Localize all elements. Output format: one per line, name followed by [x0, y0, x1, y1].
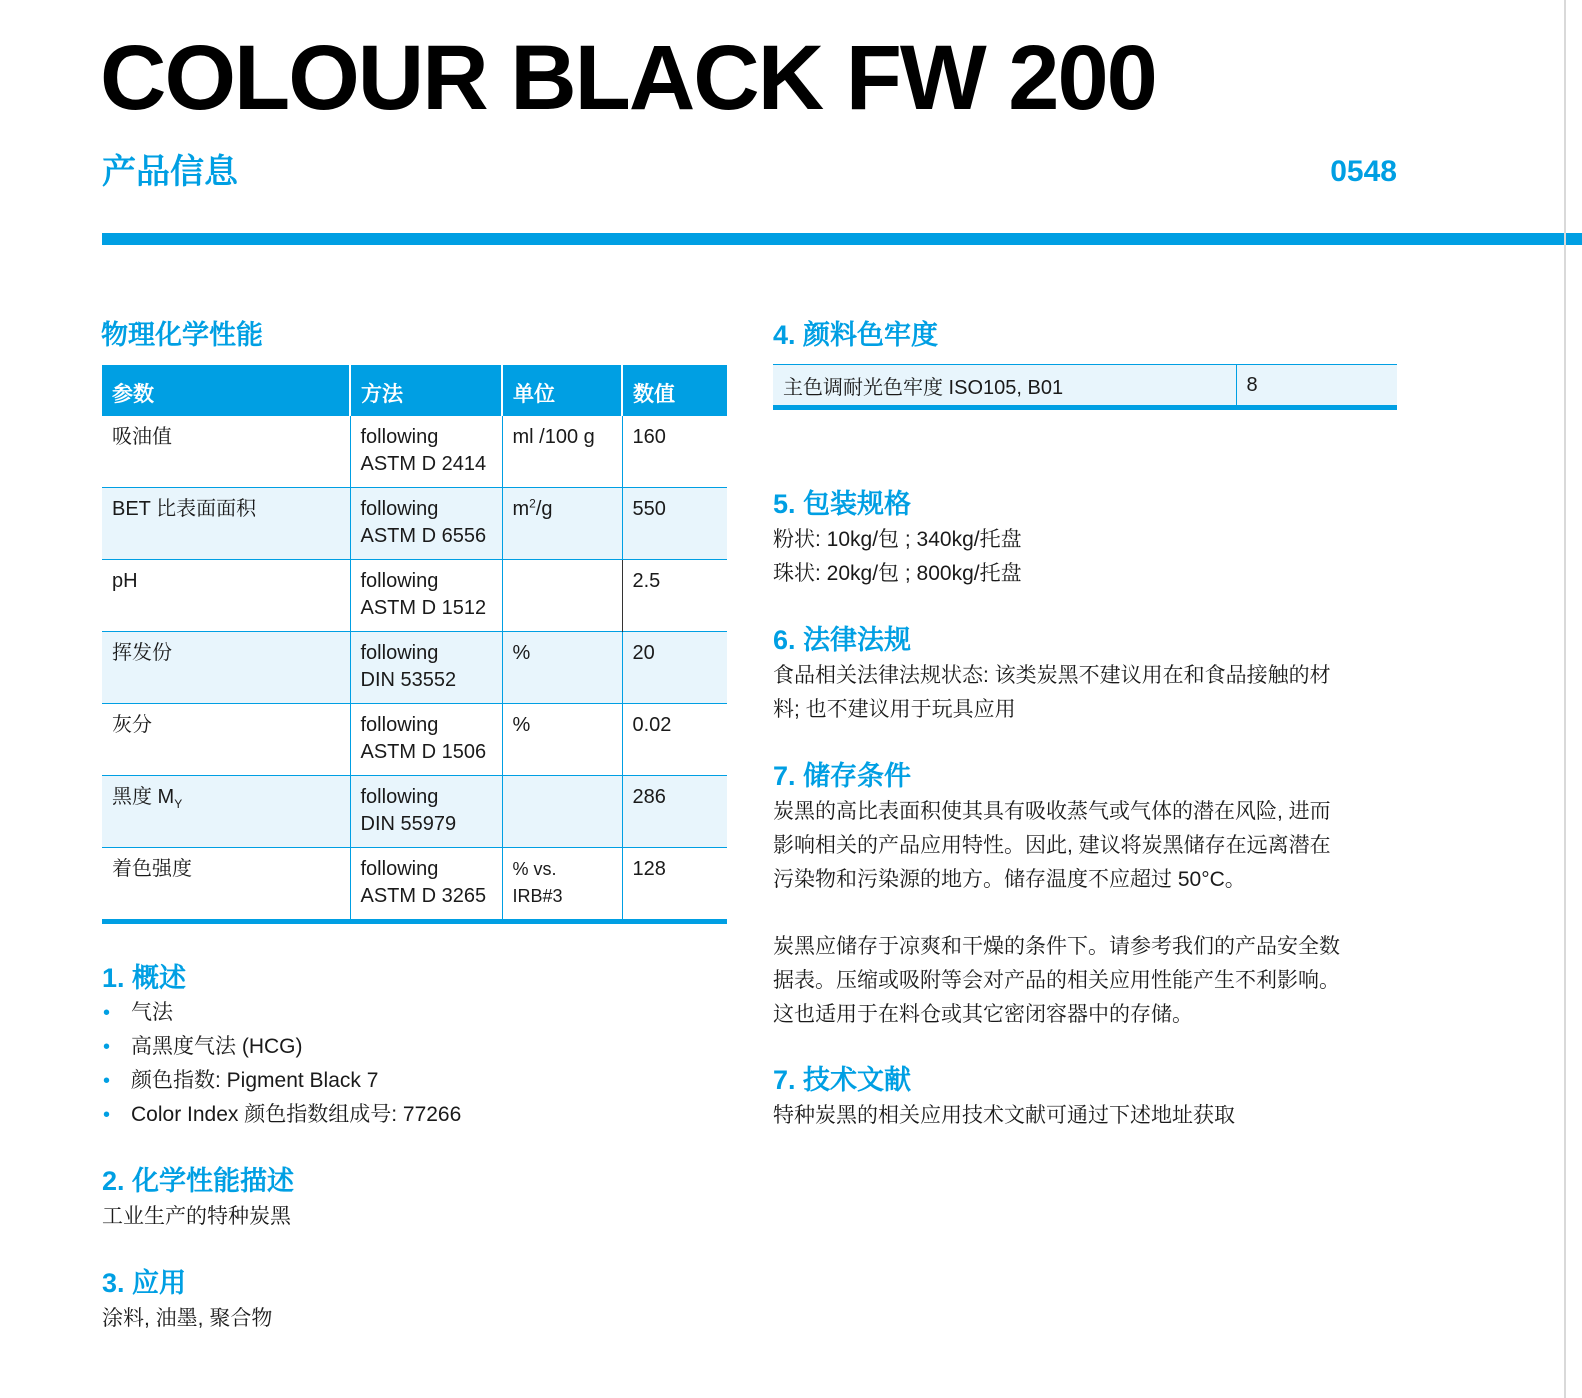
- list-item: [102, 1064, 722, 1098]
- list-item: [102, 1030, 722, 1064]
- unit-cell: [502, 776, 622, 848]
- table-header-row: [102, 365, 727, 416]
- param-cell: pH: [102, 560, 350, 632]
- application-text: 涂料, 油墨, 聚合物: [102, 1307, 273, 1330]
- page-edge: [1564, 0, 1566, 1398]
- literature-section-title: 7. 技术文献: [773, 1065, 912, 1095]
- properties-table: [102, 365, 727, 924]
- method-line-1: following: [360, 786, 439, 808]
- unit-cell: ml /100 g: [502, 416, 622, 488]
- storage-paragraph-2: [773, 930, 1413, 1032]
- value-cell: 128: [622, 848, 727, 922]
- method-line-2: ASTM D 3265: [360, 885, 487, 907]
- unit-base: m: [512, 498, 530, 520]
- legal-section-title: 6. 法律法规: [773, 625, 912, 655]
- storage-line: 炭黑应储存于凉爽和干燥的条件下。请参考我们的产品安全数: [773, 935, 1340, 958]
- param-cell: 吸油值: [102, 416, 350, 488]
- overview-section-title: 1. 概述: [102, 963, 187, 993]
- list-item: [102, 996, 722, 1030]
- chemical-section-title: 2. 化学性能描述: [102, 1166, 295, 1196]
- method-cell: [350, 488, 502, 560]
- column-header-method: 方法: [350, 365, 502, 416]
- application-section-title: 3. 应用: [102, 1268, 187, 1298]
- method-cell: [350, 416, 502, 488]
- unit-superscript: 2: [529, 496, 536, 511]
- chemical-text: 工业生产的特种炭黑: [102, 1205, 291, 1228]
- method-cell: [350, 560, 502, 632]
- method-line-2: ASTM D 1506: [360, 741, 487, 763]
- storage-section-title: 7. 储存条件: [773, 761, 912, 791]
- table-row: [102, 776, 727, 848]
- bullet-icon: •: [103, 1036, 111, 1058]
- column-header-param: 参数: [102, 365, 350, 416]
- overview-list: [102, 996, 722, 1132]
- unit-cell: [502, 560, 622, 632]
- table-row: [102, 488, 727, 560]
- param-cell: 灰分: [102, 704, 350, 776]
- table-row: [102, 704, 727, 776]
- document-subtitle: 产品信息: [102, 153, 238, 191]
- method-line-2: ASTM D 6556: [360, 525, 487, 547]
- packaging-line: 珠状: 20kg/包 ; 800kg/托盘: [773, 562, 1022, 585]
- method-line-2: ASTM D 2414: [360, 453, 487, 475]
- storage-line: 据表。压缩或吸附等会对产品的相关应用性能产生不利影响。: [773, 969, 1340, 992]
- param-cell: 着色强度: [102, 848, 350, 922]
- value-cell: 20: [622, 632, 727, 704]
- method-line-1: following: [360, 498, 439, 520]
- storage-line: 污染物和污染源的地方。储存温度不应超过 50°C。: [773, 868, 1246, 891]
- method-line-2: DIN 55979: [360, 813, 457, 835]
- table-row: [102, 416, 727, 488]
- method-cell: [350, 632, 502, 704]
- fastness-table: [773, 364, 1397, 410]
- table-row: [102, 848, 727, 922]
- method-cell: [350, 704, 502, 776]
- legal-text: [773, 659, 1413, 727]
- unit-cell: %: [502, 632, 622, 704]
- value-cell: 0.02: [622, 704, 727, 776]
- fastness-section-title: 4. 颜料色牢度: [773, 320, 939, 350]
- method-line-1: following: [360, 858, 439, 880]
- column-header-unit: 单位: [502, 365, 622, 416]
- list-item-text: Color Index 颜色指数组成号: 77266: [131, 1103, 462, 1126]
- bullet-icon: •: [103, 1104, 111, 1126]
- packaging-text: [773, 523, 1393, 591]
- method-line-1: following: [360, 714, 439, 736]
- column-header-value: 数值: [622, 365, 727, 416]
- properties-section-title: 物理化学性能: [101, 320, 263, 350]
- unit-cell: % vs. IRB#3: [502, 848, 622, 922]
- method-cell: [350, 776, 502, 848]
- packaging-line: 粉状: 10kg/包 ; 340kg/托盘: [773, 528, 1022, 551]
- table-row: [102, 560, 727, 632]
- unit-tail: /g: [535, 498, 553, 520]
- value-cell: 2.5: [622, 560, 727, 632]
- bullet-icon: •: [103, 1070, 111, 1092]
- unit-cell: %: [502, 704, 622, 776]
- header-divider: [102, 233, 1582, 245]
- param-base: 黑度 M: [112, 786, 175, 808]
- bullet-icon: •: [103, 1002, 111, 1024]
- product-title: COLOUR BLACK FW 200: [100, 27, 1156, 129]
- param-cell: 挥发份: [102, 632, 350, 704]
- literature-text: 特种炭黑的相关应用技术文献可通过下述地址获取: [773, 1104, 1235, 1127]
- list-item-text: 气法: [131, 1001, 173, 1024]
- packaging-section-title: 5. 包装规格: [773, 489, 912, 519]
- storage-line: 这也适用于在料仓或其它密闭容器中的存储。: [773, 1003, 1193, 1026]
- param-cell: [102, 776, 350, 848]
- legal-line: 料; 也不建议用于玩具应用: [773, 698, 1016, 721]
- storage-paragraph-1: [773, 795, 1413, 897]
- method-cell: [350, 848, 502, 922]
- method-line-1: following: [360, 426, 439, 448]
- fastness-label-cell: 主色调耐光色牢度 ISO105, B01: [773, 365, 1236, 408]
- value-cell: 160: [622, 416, 727, 488]
- list-item: [102, 1098, 722, 1132]
- storage-line: 影响相关的产品应用特性。因此, 建议将炭黑储存在远离潜在: [773, 834, 1331, 857]
- table-row: [773, 365, 1397, 408]
- method-line-2: ASTM D 1512: [360, 597, 487, 619]
- list-item-text: 高黑度气法 (HCG): [131, 1035, 303, 1058]
- unit-cell: [502, 488, 622, 560]
- method-line-1: following: [360, 570, 439, 592]
- param-cell: BET 比表面面积: [102, 488, 350, 560]
- table-row: [102, 632, 727, 704]
- storage-line: 炭黑的高比表面积使其具有吸收蒸气或气体的潜在风险, 进而: [773, 800, 1331, 823]
- value-cell: 550: [622, 488, 727, 560]
- method-line-1: following: [360, 642, 439, 664]
- list-item-text: 颜色指数: Pigment Black 7: [131, 1069, 379, 1092]
- value-cell: 286: [622, 776, 727, 848]
- legal-line: 食品相关法律法规状态: 该类炭黑不建议用在和食品接触的材: [773, 664, 1331, 687]
- fastness-value-cell: 8: [1236, 365, 1397, 408]
- document-number: 0548: [1330, 155, 1397, 188]
- method-line-2: DIN 53552: [360, 669, 457, 691]
- param-subscript: Y: [174, 797, 183, 811]
